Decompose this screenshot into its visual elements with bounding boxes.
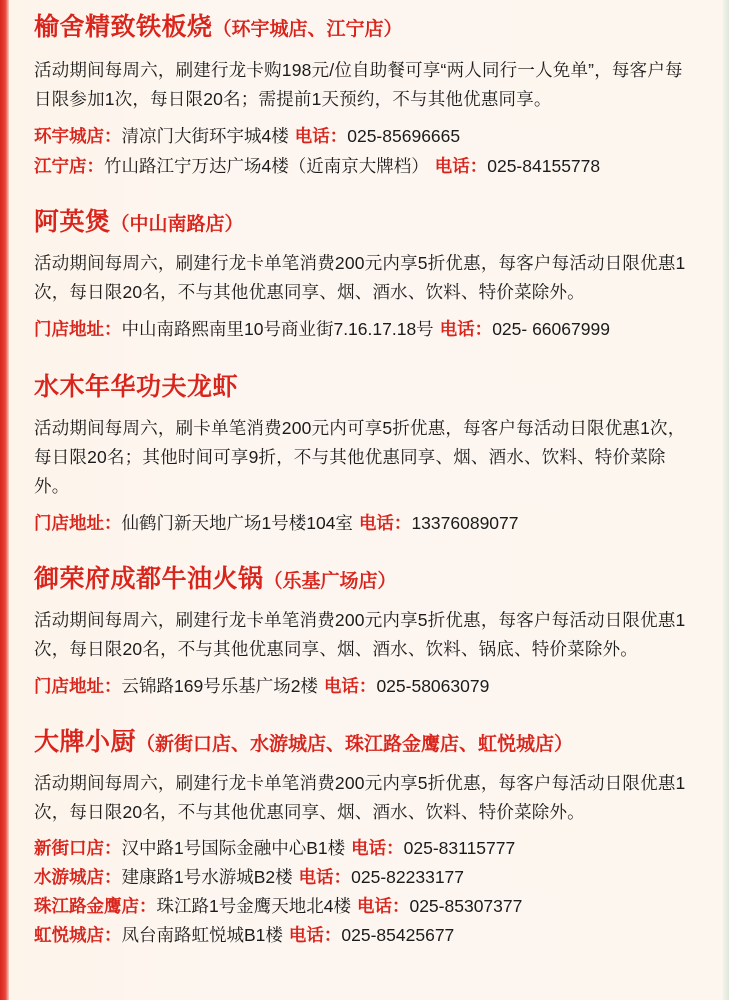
- merchant-title: [34, 564, 699, 597]
- store-row: [34, 863, 699, 892]
- store-label: 江宁店：: [34, 156, 104, 176]
- merchant-title: [34, 207, 699, 240]
- phone-number: 025-84155778: [487, 156, 601, 176]
- left-border-stripe: [0, 0, 9, 1000]
- phone-label: 电话：: [434, 156, 488, 176]
- store-label: 新街口店：: [34, 838, 122, 858]
- right-border-stripe: [723, 0, 729, 1000]
- phone-number: 025-85425677: [341, 925, 455, 945]
- store-label: 环宇城店：: [34, 126, 122, 146]
- store-list: [34, 508, 699, 538]
- merchant-section: [34, 564, 699, 701]
- store-address: 清凉门大街环宇城4楼: [121, 126, 289, 146]
- store-address: 仙鹤门新天地广场1号楼104室: [121, 513, 353, 533]
- store-row: [34, 151, 699, 181]
- store-row: [34, 834, 699, 863]
- store-list: [34, 314, 699, 344]
- merchant-branches: （环宇城店、江宁店）: [212, 19, 403, 40]
- merchant-section: [34, 207, 699, 344]
- store-list: [34, 834, 699, 950]
- merchant-branches: （新街口店、水游城店、珠江路金鹰店、虹悦城店）: [136, 734, 574, 755]
- phone-number: 025-85696665: [347, 126, 461, 146]
- phone-label: 电话：: [288, 925, 342, 945]
- merchant-name: 御荣府成都牛油火锅: [34, 565, 264, 593]
- store-label: 水游城店：: [34, 867, 122, 887]
- merchant-name: 阿英煲: [34, 208, 111, 236]
- merchant-branches: （乐基广场店）: [263, 571, 397, 592]
- phone-label: 电话：: [358, 513, 412, 533]
- phone-label: 电话：: [323, 676, 377, 696]
- phone-label: 电话：: [294, 126, 348, 146]
- phone-number: 025-82233177: [351, 867, 465, 887]
- store-row: [34, 314, 699, 344]
- merchant-section: [34, 372, 699, 538]
- offer-description: 活动期间每周六，刷卡单笔消费200元内可享5折优惠，每客户每活动日限优惠1次，每日限20名；其他时间可享9折，不与其他优惠同享、烟、酒水、饮料、特价菜除外。: [34, 418, 686, 496]
- phone-number: 025-83115777: [403, 838, 516, 858]
- phone-label: 电话：: [439, 319, 493, 339]
- phone-number: 025-85307377: [409, 896, 523, 916]
- merchant-section: [34, 727, 699, 950]
- merchant-name: 水木年华功夫龙虾: [34, 373, 239, 401]
- store-list: [34, 121, 699, 181]
- phone-number: 025- 66067999: [492, 319, 610, 339]
- store-address: 中山南路熙南里10号商业街7.16.17.18号: [121, 319, 434, 339]
- offer-description: 活动期间每周六，刷建行龙卡单笔消费200元内享5折优惠，每客户每活动日限优惠1次，每日限20名，不与其他优惠同享、烟、酒水、饮料、特价菜除外。: [34, 773, 686, 822]
- offer-description: 活动期间每周六，刷建行龙卡购198元/位自助餐可享“两人同行一人免单”，每客户每日限参加1次，每日限20名；需提前1天预约，不与其他优惠同享。: [34, 60, 683, 109]
- offer-description: 活动期间每周六，刷建行龙卡单笔消费200元内享5折优惠，每客户每活动日限优惠1次，每日限20名，不与其他优惠同享、烟、酒水、饮料、特价菜除外。: [34, 253, 686, 302]
- merchant-name: 大牌小厨: [34, 728, 137, 756]
- phone-label: 电话：: [351, 838, 404, 858]
- store-address: 汉中路1号国际金融中心B1楼: [121, 838, 346, 858]
- phone-label: 电话：: [298, 867, 352, 887]
- store-label: 珠江路金鹰店：: [34, 896, 157, 916]
- merchant-title: [34, 727, 699, 760]
- store-address: 凤台南路虹悦城B1楼: [121, 925, 283, 945]
- phone-label: 电话：: [356, 896, 410, 916]
- store-label: 门店地址：: [34, 319, 122, 339]
- store-label: 门店地址：: [34, 513, 122, 533]
- merchant-name: 榆舍精致铁板烧: [34, 13, 213, 41]
- store-row: [34, 508, 699, 538]
- store-address: 珠江路1号金鹰天地北4楼: [156, 896, 351, 916]
- merchant-title: [34, 372, 699, 405]
- store-row: [34, 892, 699, 921]
- merchant-title: [34, 12, 699, 45]
- store-address: 建康路1号水游城B2楼: [121, 867, 293, 887]
- store-row: [34, 671, 699, 701]
- store-address: 云锦路169号乐基广场2楼: [121, 676, 318, 696]
- phone-number: 13376089077: [411, 513, 519, 533]
- store-label: 虹悦城店：: [34, 925, 122, 945]
- store-row: [34, 921, 699, 950]
- store-list: [34, 671, 699, 701]
- store-label: 门店地址：: [34, 676, 122, 696]
- offer-description: 活动期间每周六，刷建行龙卡单笔消费200元内享5折优惠，每客户每活动日限优惠1次，每日限20名，不与其他优惠同享、烟、酒水、饮料、锅底、特价菜除外。: [34, 610, 686, 659]
- store-address: 竹山路江宁万达广场4楼（近南京大牌档）: [104, 156, 429, 176]
- merchant-branches: （中山南路店）: [110, 214, 244, 235]
- phone-number: 025-58063079: [376, 676, 490, 696]
- store-row: [34, 121, 699, 151]
- merchant-section: [34, 12, 699, 181]
